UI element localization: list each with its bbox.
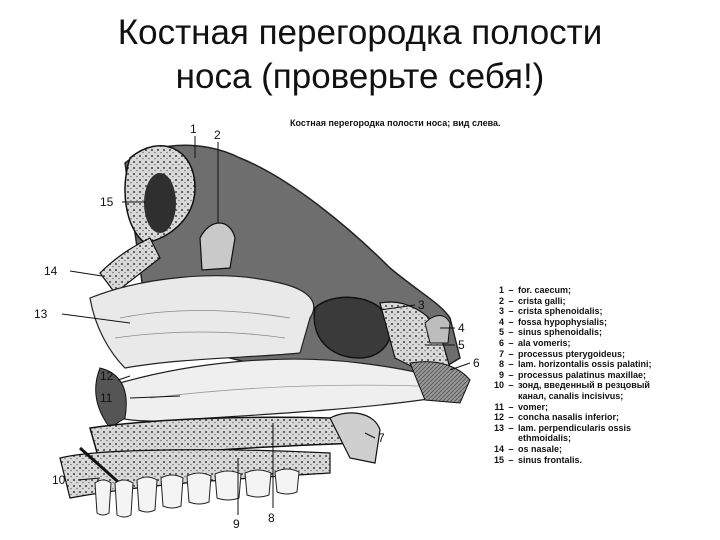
callout-4: 4 <box>458 321 465 335</box>
callout-6: 6 <box>473 356 480 370</box>
legend-item: 10 – зонд, введенный в резцовый <box>493 380 650 391</box>
callout-15: 15 <box>100 195 114 209</box>
legend-item: 9 – processus palatinus maxillae; <box>498 369 647 380</box>
legend-item: 8 – lam. horizontalis ossis palatini; <box>498 359 652 370</box>
slide-title-line-1: Костная перегородка полости <box>117 13 603 52</box>
figure-caption: Костная перегородка полости носа; вид слева. <box>290 118 501 128</box>
callout-11: 11 <box>100 391 113 405</box>
legend-item: 2 – crista galli; <box>498 295 566 306</box>
slide-title-line-2: носа (проверьте себя!) <box>175 57 545 96</box>
callout-10: 10 <box>52 473 66 487</box>
vomer <box>120 359 440 421</box>
callout-1: 1 <box>190 122 197 136</box>
legend-item: 6 – ala vomeris; <box>498 337 571 348</box>
legend-item: 4 – fossa hypophysialis; <box>498 316 608 327</box>
crista-galli <box>200 223 235 270</box>
slide-title <box>0 0 720 110</box>
legend-item: 13 – lam. perpendicularis ossis <box>493 422 632 433</box>
legend-item-continuation: канал, canalis incisivus; <box>518 390 624 401</box>
legend-item: 11 – vomer; <box>494 401 549 412</box>
sella-region <box>425 316 450 344</box>
legend-item: 12 – concha nasalis inferior; <box>493 412 620 423</box>
callout-7: 7 <box>378 431 385 445</box>
callout-14: 14 <box>44 264 58 278</box>
legend-item-continuation: ethmoidalis; <box>518 433 572 444</box>
callout-13: 13 <box>34 307 48 321</box>
legend-item: 1 – for. caecum; <box>498 285 572 295</box>
callout-2: 2 <box>214 128 221 142</box>
legend-item: 5 – sinus sphenoidalis; <box>498 327 603 338</box>
frontal-sinus-cavity <box>144 173 176 233</box>
callout-3: 3 <box>418 298 425 312</box>
callout-12: 12 <box>100 369 114 383</box>
callout-8: 8 <box>268 511 275 525</box>
legend-item: 7 – processus pterygoideus; <box>498 348 626 359</box>
callout-5: 5 <box>458 338 465 352</box>
legend <box>492 285 712 465</box>
legend-item: 14 – os nasale; <box>493 443 563 454</box>
legend-item: 3 – crista sphenoidalis; <box>498 306 603 317</box>
callout-9: 9 <box>233 517 240 531</box>
legend-item: 15 – sinus frontalis. <box>493 454 583 465</box>
